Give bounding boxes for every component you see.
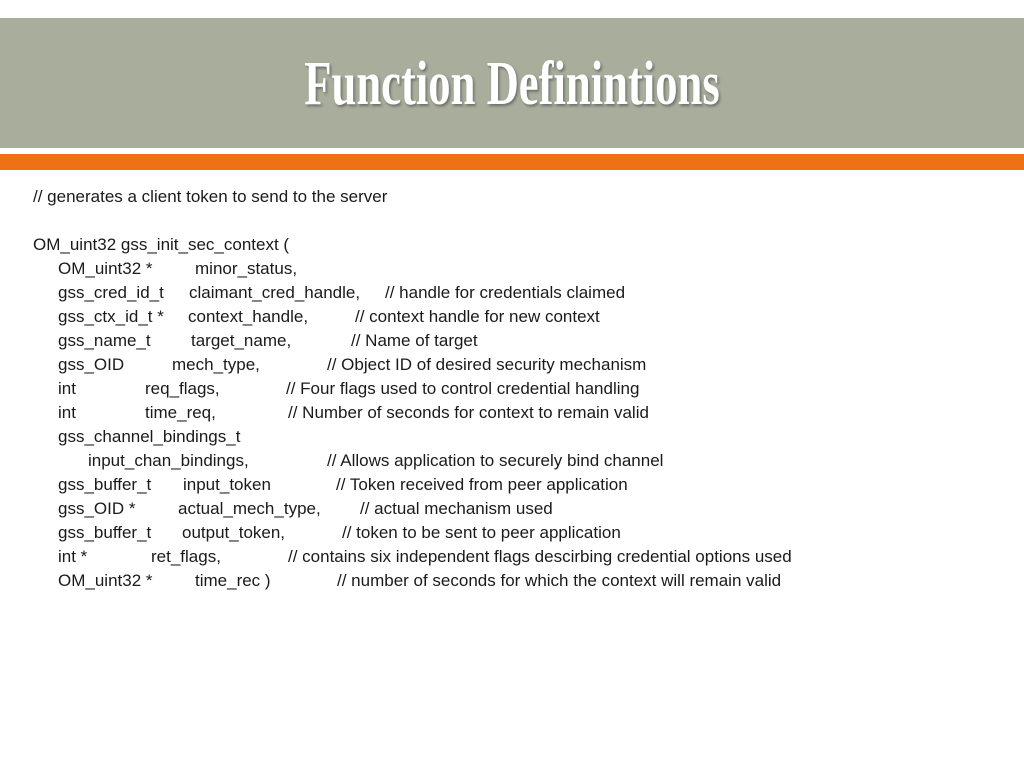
param-line	[33, 425, 1003, 449]
code-line	[33, 233, 1003, 257]
param-name: req_flags,	[145, 379, 220, 398]
accent-bar	[0, 154, 1024, 170]
param-line	[33, 521, 1003, 545]
param-name: input_chan_bindings,	[88, 451, 249, 470]
param-type: OM_uint32 *	[58, 259, 153, 278]
param-type: int	[58, 379, 76, 398]
code-line	[33, 185, 1003, 209]
param-line	[33, 329, 1003, 353]
param-name: minor_status,	[195, 259, 298, 278]
param-name: actual_mech_type,	[178, 499, 321, 518]
blank-line	[33, 209, 1003, 233]
param-comment: // Token received from peer application	[336, 475, 628, 494]
param-type: gss_ctx_id_t *	[58, 307, 164, 326]
param-line	[33, 353, 1003, 377]
param-line	[33, 473, 1003, 497]
param-line	[33, 257, 1003, 281]
param-line	[33, 281, 1003, 305]
param-type: gss_cred_id_t	[58, 283, 164, 302]
param-name: time_rec )	[195, 571, 271, 590]
param-type: gss_buffer_t	[58, 475, 152, 494]
param-comment: // Four flags used to control credential handling	[286, 379, 640, 398]
param-comment: // Name of target	[351, 331, 478, 350]
param-type: gss_buffer_t	[58, 523, 152, 542]
param-line	[33, 449, 1003, 473]
param-line	[33, 497, 1003, 521]
param-name: ret_flags,	[151, 547, 221, 566]
param-comment: // handle for credentials claimed	[385, 283, 626, 302]
param-name: context_handle,	[188, 307, 309, 326]
param-comment: // context handle for new context	[355, 307, 600, 326]
param-type: gss_OID	[58, 355, 125, 374]
param-line	[33, 545, 1003, 569]
param-comment: // number of seconds for which the context will remain valid	[337, 571, 782, 590]
param-line	[33, 569, 1003, 593]
param-type: gss_channel_bindings_t	[58, 427, 241, 446]
param-comment: // contains six independent flags descirbing credential options used	[288, 547, 792, 566]
param-comment: // Allows application to securely bind channel	[327, 451, 664, 470]
param-type: gss_OID *	[58, 499, 136, 518]
param-name: mech_type,	[172, 355, 260, 374]
comment-header: // generates a client token to send to the server	[33, 187, 388, 206]
param-name: output_token,	[182, 523, 286, 542]
param-line	[33, 305, 1003, 329]
function-signature: OM_uint32 gss_init_sec_context (	[33, 235, 290, 254]
param-line	[33, 377, 1003, 401]
param-name: target_name,	[191, 331, 292, 350]
param-comment: // actual mechanism used	[360, 499, 553, 518]
param-line	[33, 401, 1003, 425]
param-comment: // Object ID of desired security mechanism	[327, 355, 647, 374]
param-type: OM_uint32 *	[58, 571, 153, 590]
param-type: int	[58, 403, 76, 422]
param-comment: // Number of seconds for context to remain valid	[288, 403, 649, 422]
slide-title: Function Definintions	[304, 50, 720, 118]
param-type: gss_name_t	[58, 331, 151, 350]
param-name: time_req,	[145, 403, 216, 422]
param-type: int *	[58, 547, 88, 566]
param-name: claimant_cred_handle,	[189, 283, 361, 302]
code-block	[33, 185, 1003, 593]
param-name: input_token	[183, 475, 271, 494]
param-comment: // token to be sent to peer application	[342, 523, 621, 542]
